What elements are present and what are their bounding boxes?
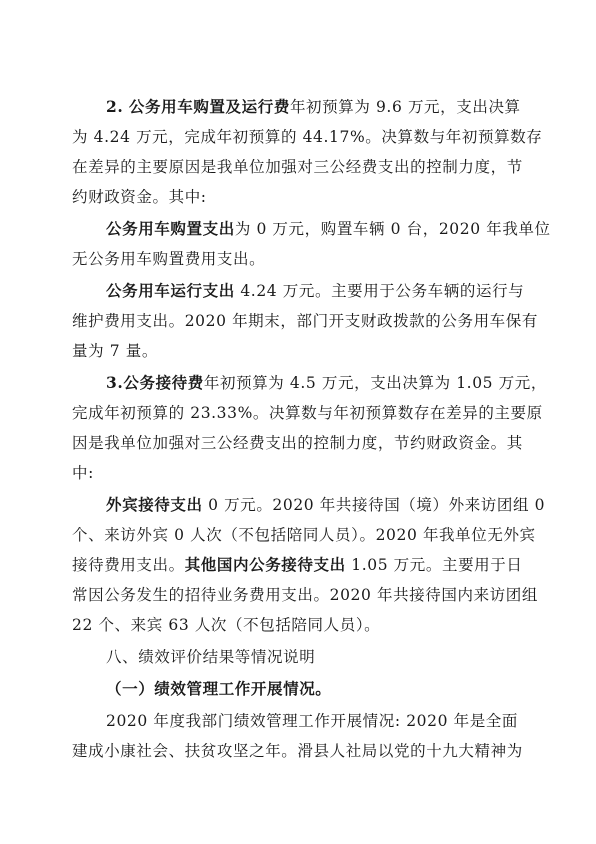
p6-line-2: 建成小康社会、扶贫攻坚之年。滑县人社局以党的十九大精神为 <box>72 742 523 760</box>
p5-text-1: 0 万元。2020 年共接待国（境）外来访团组 0 <box>202 496 546 514</box>
p3-line-3: 量为 7 量。 <box>72 342 158 360</box>
p5-text-3a: 接待费用支出。 <box>72 556 185 574</box>
p5-line-4: 常因公务发生的招待业务费用支出。2020 年共接待国内来访团组 <box>72 586 538 604</box>
p2-line-1 <box>106 214 551 244</box>
p3-line-2: 维护费用支出。2020 年期末，部门开支财政拨款的公务用车保有 <box>72 312 538 330</box>
p2-heading: 公务用车购置支出 <box>106 219 235 238</box>
p6-line-1: 2020 年度我部门绩效管理工作开展情况: 2020 年是全面 <box>106 712 518 730</box>
p5-line-2: 个、来访外宾 0 人次（不包括陪同人员）。2020 年我单位无外宾 <box>72 526 536 544</box>
p1-line-2: 为 4.24 万元，完成年初预算的 44.17%。决算数与年初预算数存 <box>72 128 543 146</box>
p5-heading-1: 外宾接待支出 <box>106 495 203 514</box>
p1-line-1 <box>106 92 524 122</box>
p2-text-1: 为 0 万元，购置车辆 0 台，2020 年我单位 <box>234 220 551 238</box>
p5-line-5: 22 个、来宾 63 人次（不包括陪同人员）。 <box>72 616 381 634</box>
p4-text-1: 年初预算为 4.5 万元，支出决算为 1.05 万元， <box>203 374 547 392</box>
p4-line-2: 完成年初预算的 23.33%。决算数与年初预算数存在差异的主要原 <box>72 404 543 422</box>
p4-line-4: 中: <box>72 464 94 482</box>
p2-line-2: 无公务用车购置费用支出。 <box>72 250 266 268</box>
section-8-heading: 八、绩效评价结果等情况说明 <box>106 648 316 666</box>
p5-line-3 <box>72 550 524 580</box>
p1-line-4: 约财政资金。其中: <box>72 188 207 206</box>
p1-heading: 公务用车购置及运行费 <box>128 97 290 116</box>
p5-heading-2: 其他国内公务接待支出 <box>184 555 346 574</box>
p4-line-3: 因是我单位加强对三公经费支出的控制力度，节约财政资金。其 <box>72 434 523 452</box>
p5-line-1 <box>106 490 546 520</box>
p4-line-1 <box>106 368 547 398</box>
p5-text-3b: 1.05 万元。主要用于日 <box>345 556 523 574</box>
p3-heading: 公务用车运行支出 <box>106 281 235 300</box>
p1-number: 2. <box>106 97 124 116</box>
p3-line-1 <box>106 276 524 306</box>
p1-text-1: 年初预算为 9.6 万元，支出决算 <box>289 98 521 116</box>
p4-heading: 3.公务接待费 <box>106 373 204 392</box>
subsection-1-heading: （一）绩效管理工作开展情况。 <box>106 679 332 698</box>
p3-text-1: 4.24 万元。主要用于公务车辆的运行与 <box>234 282 525 300</box>
p1-line-3: 在差异的主要原因是我单位加强对三公经费支出的控制力度，节 <box>72 158 523 176</box>
